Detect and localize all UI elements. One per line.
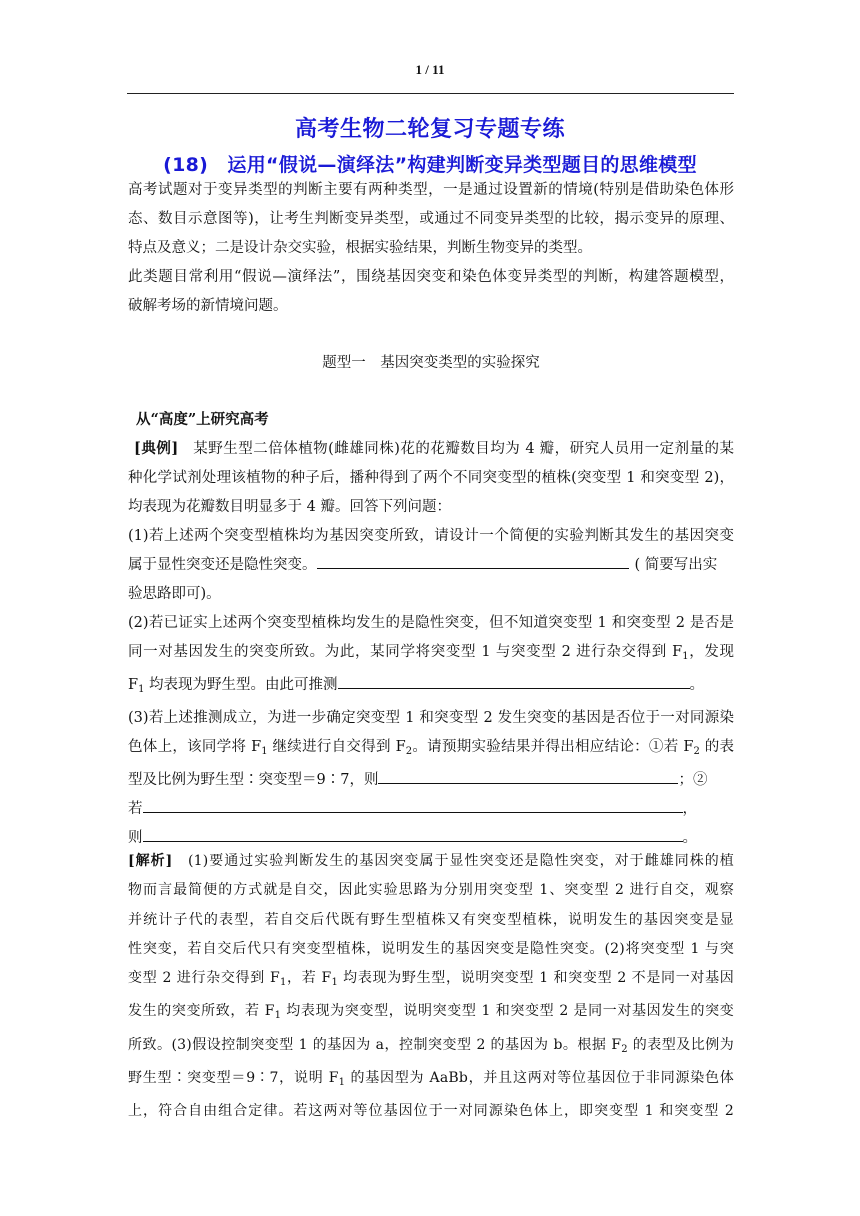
question-3-text: ；② — [678, 772, 708, 788]
example-line — [128, 434, 734, 464]
analysis-text: 的表型及比例为 — [627, 1036, 734, 1053]
question-3-line — [128, 766, 734, 795]
analysis-text: (1)要通过实验判断发生的基因突变属于显性突变还是隐性突变，对于雌雄同株的植 — [187, 853, 734, 869]
question-2-line — [128, 638, 734, 671]
analysis-text: 的基因型为 AaBb，并且这两对等位基因位于非同源染色体 — [345, 1070, 734, 1087]
example-question — [128, 434, 734, 853]
question-3-line: (3)若上述推测成立，为进一步确定突变型 1 和突变型 2 发生突变的基因是否位于一对同源染 — [128, 710, 734, 726]
question-2-text: 。 — [689, 677, 705, 693]
question-1-line: 验思路即可)。 — [128, 586, 221, 602]
question-1-line: (1)若上述两个突变型植株均为基因突变所致，请设计一个简便的实验判断其发生的基因突变 — [128, 528, 734, 544]
question-2-text: 同一对基因发生的突变所致。为此，某同学将突变型 1 与突变型 2 进行杂交得到 F — [128, 644, 683, 660]
intro-line: 此类题目常利用“假说—演绎法”，围绕基因突变和染色体变异类型的判断，构建答题模型， — [128, 269, 734, 285]
analysis-line — [128, 1064, 734, 1097]
subscript: 1 — [331, 977, 339, 989]
analysis-line: 上，符合自由组合定律。若这两对等位基因位于一对同源染色体上，即突变型 1 和突变型 2 — [128, 1103, 734, 1120]
question-2-line: (2)若已证实上述两个突变型植株均发生的是隐性突变，但不知道突变型 1 和突变型 2 是否是 — [128, 615, 734, 631]
question-3-line — [128, 733, 734, 766]
question-2-text: 均表现为野生型。由此可推测 — [144, 677, 338, 693]
section-title: 题型一 基因突变类型的实验探究 — [322, 355, 540, 371]
analysis-section — [128, 847, 734, 1127]
answer-blank[interactable] — [143, 796, 683, 813]
question-3-text: 。请预期实验结果并得出相应结论：①若 F — [412, 739, 694, 755]
analysis-text: ，若 F — [286, 970, 332, 987]
intro-line: 破解考场的新情境问题。 — [128, 298, 288, 314]
analysis-line — [128, 964, 734, 997]
question-3-text: 色体上，该同学将 F — [128, 739, 262, 755]
header-rule — [127, 93, 734, 94]
question-2-line — [128, 671, 734, 704]
question-3-text: 则 — [128, 830, 143, 846]
subscript: 2 — [693, 746, 700, 757]
intro-line: 高考试题对于变异类型的判断主要有两种类型，一是通过设置新的情境(特别是借助染色体形 — [128, 182, 734, 198]
answer-blank[interactable] — [143, 825, 683, 842]
question-1-text: 属于显性突变还是隐性突变。 — [128, 557, 317, 573]
example-line: 种化学试剂处理该植物的种子后，播种得到了两个不同突变型的植株(突变型 1 和突变型 2)， — [128, 470, 734, 486]
subscript: 1 — [138, 684, 145, 695]
question-3-text: ， — [682, 801, 697, 817]
subscript: 2 — [621, 1043, 628, 1055]
analysis-text: 发生的突变所致，若 F — [128, 1003, 275, 1020]
question-1-line — [128, 551, 734, 580]
question-3-text: 若 — [128, 801, 143, 817]
subscript: 1 — [682, 651, 689, 662]
analysis-line — [128, 847, 734, 876]
analysis-line — [128, 997, 734, 1030]
example-line: 均表现为花瓣数目明显多于 4 瓣。回答下列问题： — [128, 499, 451, 515]
analysis-line: 并统计子代的表型，若自交后代既有野生型植株又有突变型植株，说明发生的基因突变是显 — [128, 911, 734, 928]
analysis-text: 均表现为野生型，说明突变型 1 和突变型 2 不是同一对基因 — [338, 970, 735, 987]
subscript: 1 — [279, 977, 287, 989]
example-text: 某野生型二倍体植物(雌雄同株)花的花瓣数目均为 4 瓣，研究人员用一定剂量的某 — [193, 441, 735, 457]
sub-heading: 从“高度”上研究高考 — [136, 411, 269, 428]
question-2-text: ，发现 — [688, 644, 735, 660]
analysis-line: 物而言最简便的方式就是自交，因此实验思路为分别用突变型 1、突变型 2 进行自交，观察 — [128, 882, 734, 899]
question-3-text: 的表 — [699, 739, 735, 755]
intro-paragraph — [128, 176, 734, 321]
answer-blank[interactable] — [378, 767, 678, 784]
question-3-text: 继续进行自交得到 F — [267, 739, 406, 755]
document-title: 高考生物二轮复习专题专练 — [294, 117, 565, 142]
analysis-text: 所致。(3)假设控制突变型 1 的基因为 a，控制突变型 2 的基因为 b。根据 F — [128, 1036, 622, 1053]
analysis-line — [128, 1031, 734, 1064]
analysis-text: 均表现为突变型，说明突变型 1 和突变型 2 是同一对基因发生的突变 — [281, 1003, 734, 1020]
analysis-text: 变型 2 进行杂交得到 F — [128, 970, 280, 987]
subscript: 2 — [405, 746, 413, 757]
document-subtitle: (18) 运用“假说—演绎法”构建判断变异类型题目的思维模型 — [163, 154, 697, 176]
intro-line: 态、数目示意图等)，让考生判断变异类型，或通过不同变异类型的比较，揭示变异的原理、 — [128, 211, 734, 227]
question-2-text: F — [128, 677, 139, 693]
subscript: 1 — [274, 1010, 282, 1022]
answer-blank[interactable] — [338, 672, 690, 689]
page-number: 1 / 11 — [415, 62, 445, 77]
question-3-text: 。 — [682, 830, 697, 846]
question-3-text: 型及比例为野生型∶突变型＝9∶7，则 — [128, 772, 379, 788]
question-3-line — [128, 795, 734, 824]
question-1-hint: ( 简要写出实 — [634, 557, 718, 573]
subscript: 1 — [338, 1077, 346, 1089]
intro-line: 特点及意义；二是设计杂交实验，根据实验结果，判断生物变异的类型。 — [128, 240, 592, 256]
analysis-line: 性突变，若自交后代只有突变型植株，说明发生的基因突变是隐性突变。(2)将突变型 1 与突 — [128, 940, 734, 957]
answer-blank[interactable] — [317, 552, 629, 569]
subscript: 1 — [261, 746, 268, 757]
analysis-label: [解析] — [128, 853, 173, 869]
example-label: [典例] — [134, 440, 179, 457]
analysis-text: 野生型∶突变型＝9∶7，说明 F — [128, 1070, 339, 1087]
